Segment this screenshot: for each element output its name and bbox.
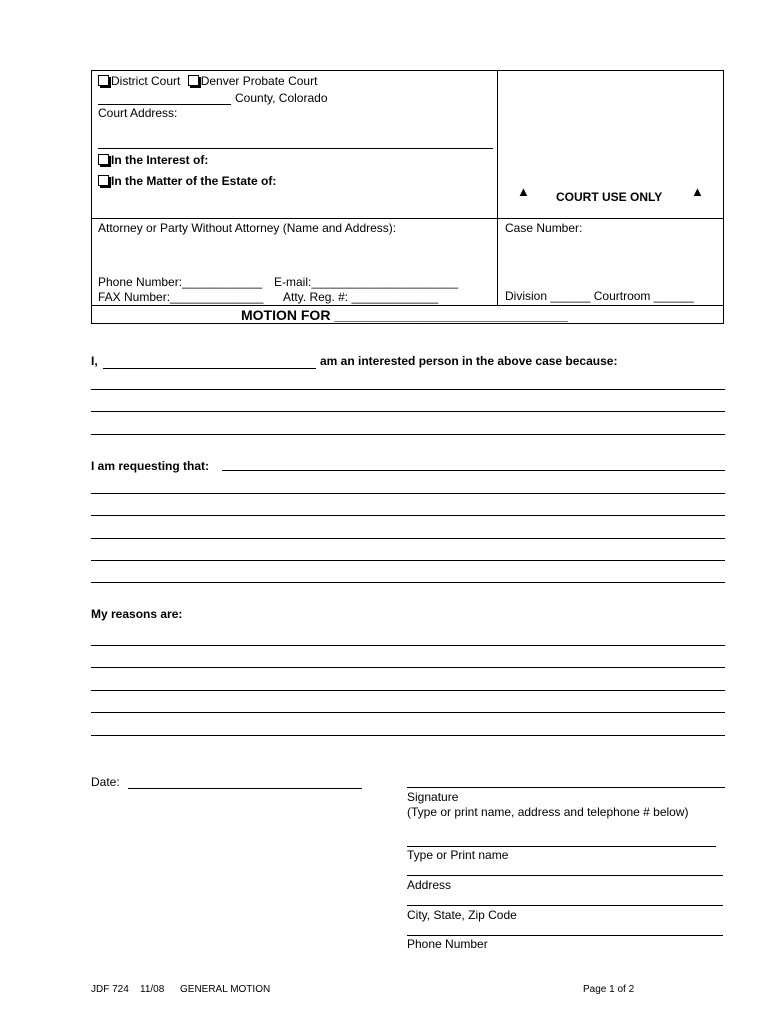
interested-prefix: I, [91, 354, 98, 368]
county-suffix: County, Colorado [235, 91, 328, 105]
city-label: City, State, Zip Code [407, 908, 517, 922]
footer-form-name: GENERAL MOTION [180, 984, 271, 995]
requesting-line-5[interactable] [91, 582, 725, 583]
denver-probate-label: Denver Probate Court [200, 74, 318, 88]
caption-divider-vertical [497, 70, 498, 306]
motion-title: MOTION FOR ______________________________ [241, 307, 568, 323]
phone-line[interactable] [407, 935, 723, 936]
requesting-line-1[interactable] [91, 493, 725, 494]
date-line[interactable] [128, 788, 362, 789]
caption-divider-row-2 [91, 305, 724, 306]
interest-checkbox[interactable] [98, 154, 109, 165]
city-line[interactable] [407, 905, 723, 906]
estate-option-label: In the Matter of the Estate of: [111, 174, 277, 188]
type-name-label: Type or Print name [407, 848, 509, 862]
case-number-label: Case Number: [505, 221, 583, 235]
court-address-line[interactable] [98, 148, 493, 149]
court-use-only-label: COURT USE ONLY [556, 190, 663, 204]
district-court-checkbox[interactable] [98, 75, 109, 86]
reasons-line-4[interactable] [91, 712, 725, 713]
requesting-label: I am requesting that: [91, 459, 210, 473]
email-field[interactable]: E-mail:______________________ [274, 275, 459, 289]
interest-option-label: In the Interest of: [111, 153, 209, 167]
reasons-line-2[interactable] [91, 667, 725, 668]
requesting-line-4[interactable] [91, 560, 725, 561]
footer-page-label: Page 1 of 2 [583, 984, 635, 995]
caption-divider-row-1 [91, 218, 724, 219]
signature-line[interactable] [407, 787, 725, 788]
atty-reg-field[interactable]: Atty. Reg. #: _____________ [283, 290, 439, 304]
date-label: Date: [91, 775, 120, 789]
triangle-right-icon: ▲ [691, 184, 704, 199]
district-court-label: District Court [111, 74, 181, 88]
address-line[interactable] [407, 875, 723, 876]
attorney-label: Attorney or Party Without Attorney (Name and Address): [98, 221, 397, 235]
court-selection-row [98, 74, 317, 88]
estate-checkbox[interactable] [98, 175, 109, 186]
reason-line-1[interactable] [91, 389, 725, 390]
interest-option-row [98, 153, 208, 167]
estate-option-row [98, 174, 276, 188]
requesting-line-3[interactable] [91, 538, 725, 539]
reasons-line-3[interactable] [91, 690, 725, 691]
triangle-left-icon: ▲ [517, 184, 530, 199]
signature-note: (Type or print name, address and telephone # below) [407, 805, 689, 819]
county-blank-line[interactable] [98, 104, 231, 105]
interested-suffix: am an interested person in the above case because: [320, 354, 618, 368]
address-label: Address [407, 878, 452, 892]
reason-line-3[interactable] [91, 434, 725, 435]
court-address-label: Court Address: [98, 106, 178, 120]
reasons-label: My reasons are: [91, 607, 183, 621]
division-courtroom-field[interactable]: Division ______ Courtroom ______ [505, 289, 694, 303]
denver-probate-checkbox[interactable] [188, 75, 199, 86]
requesting-line-2[interactable] [91, 515, 725, 516]
footer-form-id: JDF 724 [91, 984, 129, 995]
requesting-line-0[interactable] [222, 470, 725, 471]
reason-line-2[interactable] [91, 411, 725, 412]
phone-number-field[interactable]: Phone Number:____________ [98, 275, 263, 289]
phone-label: Phone Number [407, 937, 488, 951]
footer-form-date: 11/08 [140, 984, 165, 995]
fax-number-field[interactable]: FAX Number:______________ [98, 290, 264, 304]
type-name-line[interactable] [407, 846, 716, 847]
signature-label: Signature [407, 790, 459, 804]
interested-name-line[interactable] [103, 368, 316, 369]
reasons-line-1[interactable] [91, 645, 725, 646]
reasons-line-5[interactable] [91, 735, 725, 736]
